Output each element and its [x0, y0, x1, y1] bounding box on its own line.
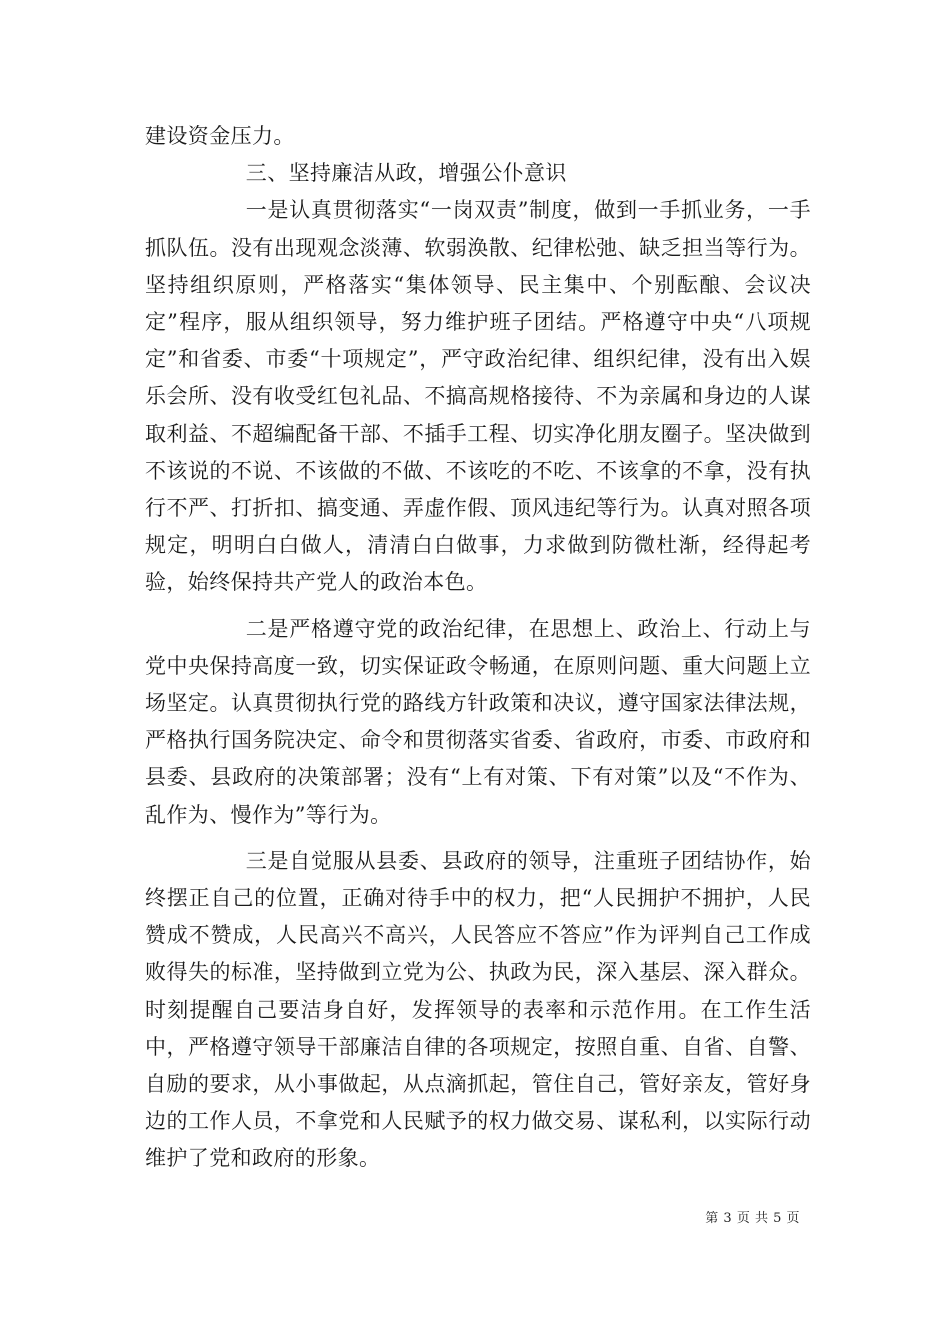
page-number-footer: 第 3 页 共 5 页	[705, 1211, 800, 1226]
paragraph-third-point: 三是自觉服从县委、县政府的领导，注重班子团结协作，始终摆正自己的位置，正确对待手中的权力，把“人民拥护不拥护，人民赞成不赞成，人民高兴不高兴，人民答应不答应”作为评判自己工作成败得失的标准，坚持做到立党为公、执政为民，深入基层、深入群众。时刻提醒自己要洁身自好，发挥领导的表率和示范作用。在工作生活中，严格遵守领导干部廉洁自律的各项规定，按照自重、自省、自警、自励的要求，从小事做起，从点滴抓起，管住自己，管好亲友，管好身边的工作人员，不拿党和人民赋予的权力做交易、谋私利，以实际行动维护了党和政府的形象。	[145, 848, 811, 1171]
paragraph-first-point: 一是认真贯彻落实“一岗双责”制度，做到一手抓业务，一手抓队伍。没有出现观念淡薄、软弱涣散、纪律松弛、缺乏担当等行为。坚持组织原则，严格落实“集体领导、民主集中、个别酝酿、会议决定”程序，服从组织领导，努力维护班子团结。严格遵守中央“八项规定”和省委、市委“十项规定”，严守政治纪律、组织纪律，没有出入娱乐会所、没有收受红包礼品、不搞高规格接待、不为亲属和身边的人谋取利益、不超编配备干部、不插手工程、切实净化朋友圈子。坚决做到不该说的不说、不该做的不做、不该吃的不吃、不该拿的不拿，没有执行不严、打折扣、搞变通、弄虚作假、顶风违纪等行为。认真对照各项规定，明明白白做人，清清白白做事，力求做到防微杜渐，经得起考验，始终保持共产党人的政治本色。	[145, 198, 811, 595]
paragraph-continuation: 建设资金压力。	[145, 124, 295, 148]
section-heading: 三、坚持廉洁从政，增强公仆意识	[245, 161, 567, 186]
document-body	[145, 118, 811, 1178]
paragraph-second-point: 二是严格遵守党的政治纪律，在思想上、政治上、行动上与党中央保持高度一致，切实保证政令畅通，在原则问题、重大问题上立场坚定。认真贯彻执行党的路线方针政策和决议，遵守国家法律法规，严格执行国务院决定、命令和贯彻落实省委、省政府，市委、市政府和县委、县政府的决策部署；没有“上有对策、下有对策”以及“不作为、乱作为、慢作为”等行为。	[145, 616, 811, 827]
